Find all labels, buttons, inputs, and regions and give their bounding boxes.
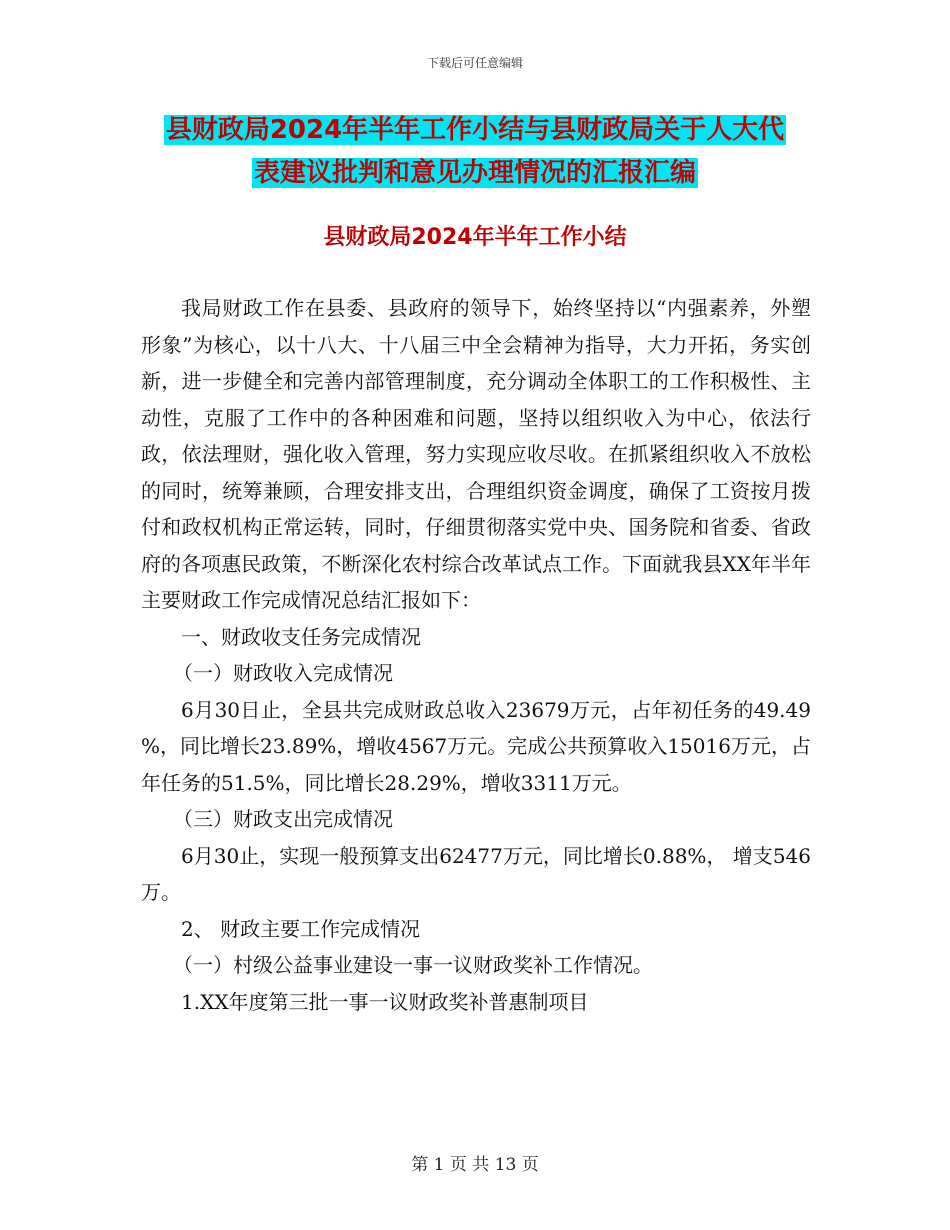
document-title-line-2-text: 表建议批判和意见办理情况的汇报汇编 — [253, 158, 696, 188]
page-number-footer: 第 1 页 共 13 页 — [411, 1155, 539, 1175]
document-title-line-1-text: 县财政局2024年半年工作小结与县财政局关于人大代 — [165, 115, 785, 145]
item-project-batch: 1.XX年度第三批一事一议财政奖补普惠制项目 — [181, 989, 589, 1014]
section-title: 县财政局2024年半年工作小结 — [323, 225, 627, 250]
header-note: 下载后可任意编辑 — [426, 56, 523, 70]
intro-paragraph: 我局财政工作在县委、县政府的领导下，始终坚持以“内强素养，外塑形象”为核心，以十八大、十八届三中全会精神为指导，大力开拓，务实创新，进一步健全和完善内部管理制度，充分调动全体职工的工作积极性、主动性，克服了工作中的各种困难和问题，坚持以组织收入为中心，依法行政，依法理财，强化收入管理，努力实现应收尽收。在抓紧组织收入不放松的同时，统筹兼顾，合理安排支出，合理组织资金调度，确保了工资按月拨付和政权机构正常运转，同时，仔细贯彻落实党中央、国务院和省委、省政府的各项惠民政策，不断深化农村综合改革试点工作。下面就我县XX年半年主要财政工作完成情况总结汇报如下： — [141, 296, 811, 612]
subheading-revenue: （一）财政收入完成情况 — [173, 661, 393, 685]
subheading-village-projects: （一）村级公益事业建设一事一议财政奖补工作情况。 — [173, 953, 653, 977]
document-title-line-2 — [0, 154, 950, 192]
document-body — [141, 290, 811, 1020]
revenue-paragraph: 6月30日止，全县共完成财政总收入23679万元，占年初任务的49.49 %，同比增长23.89%，增收4567万元。完成公共预算收入15016万元，占年任务的51.5%，同比增长28.29%，增收3311万元。 — [141, 697, 811, 795]
subheading-expenditure: （三）财政支出完成情况 — [173, 807, 393, 831]
heading-revenue-expenditure: 一、财政收支任务完成情况 — [181, 624, 421, 649]
heading-main-work: 2、 财政主要工作完成情况 — [181, 916, 421, 941]
document-title-line-1 — [0, 111, 950, 149]
expenditure-paragraph: 6月30止，实现一般预算支出62477万元，同比增长0.88%， 增支546万。 — [141, 843, 811, 904]
